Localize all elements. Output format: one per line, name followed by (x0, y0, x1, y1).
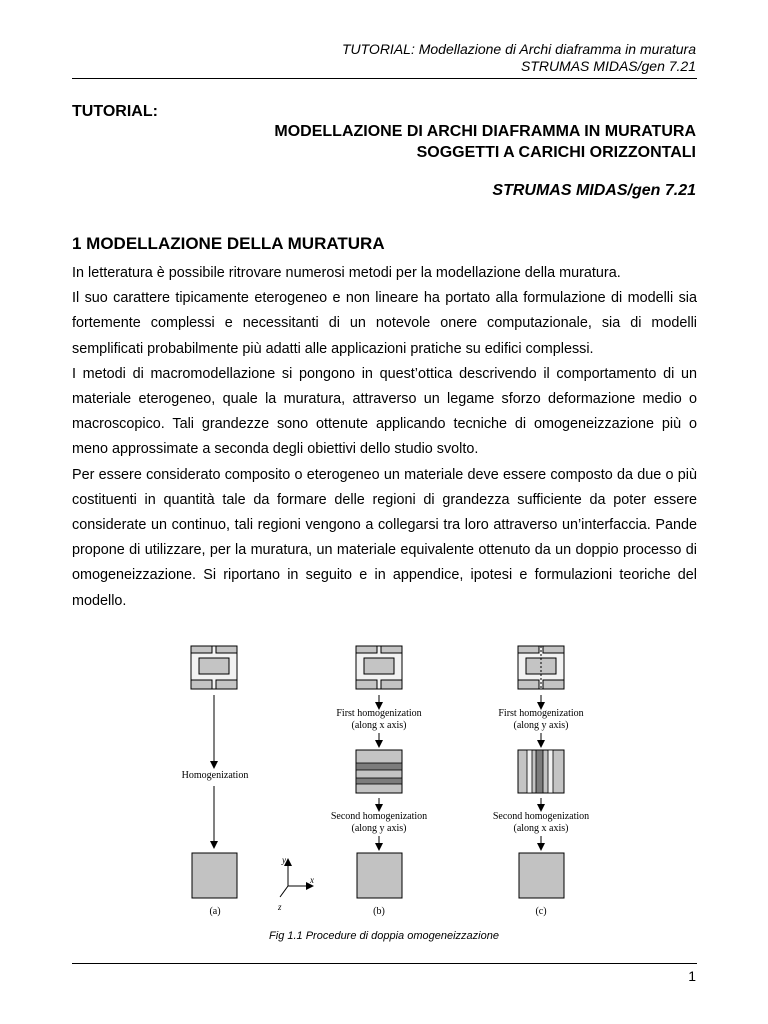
paragraph-4: Per essere considerato composito o eterogeneo un materiale deve essere composto da due o più costituenti in quantità tale da formare delle regioni di grandezza sufficiente da poter essere considerate un continuo, tali regioni vengono a collegarsi tra loro attraverso un’interfaccia. Pande propone di utilizzare, per la muratura, un materiale equivalente ottenuto da un doppio processo di omogeneizzazione. Si riportano in seguito e in appendice, ipotesi e formulazioni teoriche del modello. (72, 466, 697, 609)
intermediate-cell-b (356, 750, 402, 793)
homogenization-label: Homogenization (181, 770, 249, 781)
brick-top-left (356, 646, 377, 653)
homogenized-mortar-band-center (536, 750, 543, 793)
first-homogenization-label-c: First homogenization (498, 708, 584, 719)
document-title-line-2: SOGGETTI A CARICHI ORIZZONTALI (416, 144, 696, 161)
paragraph-1: In letteratura è possibile ritrovare numerosi metodi per la modellazione della muratura. (72, 265, 621, 281)
paragraph-3: I metodi di macromodellazione si pongono in quest’ottica descrivendo il comportamento di un materiale eterogeneo, quale la muratura, attraverso un legame sforzo deformazione medio o macroscopico. Tali grandezze sono ottenute applicando tecniche di omogeneizzazione più o meno approssimate a seconda degli obiettivi dello studio svolto. (72, 365, 697, 458)
homogenized-mortar-band-lower (356, 778, 402, 784)
brick-layer (356, 750, 402, 793)
homogeneous-block-c (519, 853, 564, 898)
axis-y-label: y (282, 855, 286, 865)
brick-middle (364, 658, 394, 674)
document-subtitle: STRUMAS MIDAS/gen 7.21 (492, 182, 696, 199)
brick-bottom-right (216, 680, 237, 689)
section-body (72, 261, 697, 614)
brick-bottom-left (356, 680, 377, 689)
homogenization-figure (72, 640, 697, 922)
first-homogenization-axis-c: (along y axis) (513, 720, 569, 731)
homogenized-mortar-band-left (527, 750, 532, 793)
homogeneous-block-b (357, 853, 402, 898)
section-heading: 1 MODELLAZIONE DELLA MURATURA (72, 234, 385, 253)
second-homogenization-label-b: Second homogenization (330, 811, 428, 822)
masonry-cell-c (518, 646, 564, 689)
coordinate-axes (277, 855, 314, 912)
subfigure-label-b: (b) (373, 906, 385, 917)
axis-x-label: x (310, 875, 314, 885)
brick-top-right (216, 646, 237, 653)
figure-caption: Fig 1.1 Procedure di doppia omogeneizzazione (269, 930, 499, 942)
masonry-cell-b (356, 646, 402, 689)
subfigure-label-a: (a) (209, 906, 221, 917)
footer-rule (72, 963, 697, 964)
second-homogenization-axis-c: (along x axis) (513, 823, 569, 834)
brick-bottom-left (191, 680, 212, 689)
brick-bottom-left (518, 680, 539, 689)
paragraph-2: Il suo carattere tipicamente eterogeneo e non lineare ha portato alla formulazione di modelli sia fortemente complessi e necessitanti di un notevole onere computazionale, sia di modelli semplificati probabilmente più adatti alle applicazioni pratiche su edifici complessi. (72, 290, 697, 357)
axis-z-label: z (278, 902, 282, 912)
brick-bottom-right (381, 680, 402, 689)
second-homogenization-label-c: Second homogenization (492, 811, 590, 822)
brick-bottom-right (543, 680, 564, 689)
first-homogenization-label-b: First homogenization (336, 708, 422, 719)
brick-top-right (543, 646, 564, 653)
document-title-line-1: MODELLAZIONE DI ARCHI DIAFRAMMA IN MURATURA (274, 123, 696, 140)
first-homogenization-axis-b: (along x axis) (351, 720, 407, 731)
tutorial-label: TUTORIAL: (72, 103, 158, 120)
running-header-software: STRUMAS MIDAS/gen 7.21 (520, 58, 696, 74)
homogeneous-block-a (192, 853, 237, 898)
masonry-cell-a (191, 646, 237, 689)
running-header-title: TUTORIAL: Modellazione di Archi diaframma in muratura (341, 41, 696, 57)
brick-top-left (191, 646, 212, 653)
brick-top-right (381, 646, 402, 653)
homogenized-mortar-band-right (548, 750, 553, 793)
second-homogenization-axis-b: (along y axis) (351, 823, 407, 834)
intermediate-cell-c (518, 750, 564, 793)
header-rule (72, 78, 697, 79)
brick-middle (199, 658, 229, 674)
brick-top-left (518, 646, 539, 653)
homogenized-mortar-band-upper (356, 763, 402, 770)
homogenization-diagram (72, 640, 697, 922)
page-number: 1 (688, 968, 696, 984)
z-axis-line (280, 886, 288, 897)
subfigure-label-c: (c) (535, 906, 547, 917)
